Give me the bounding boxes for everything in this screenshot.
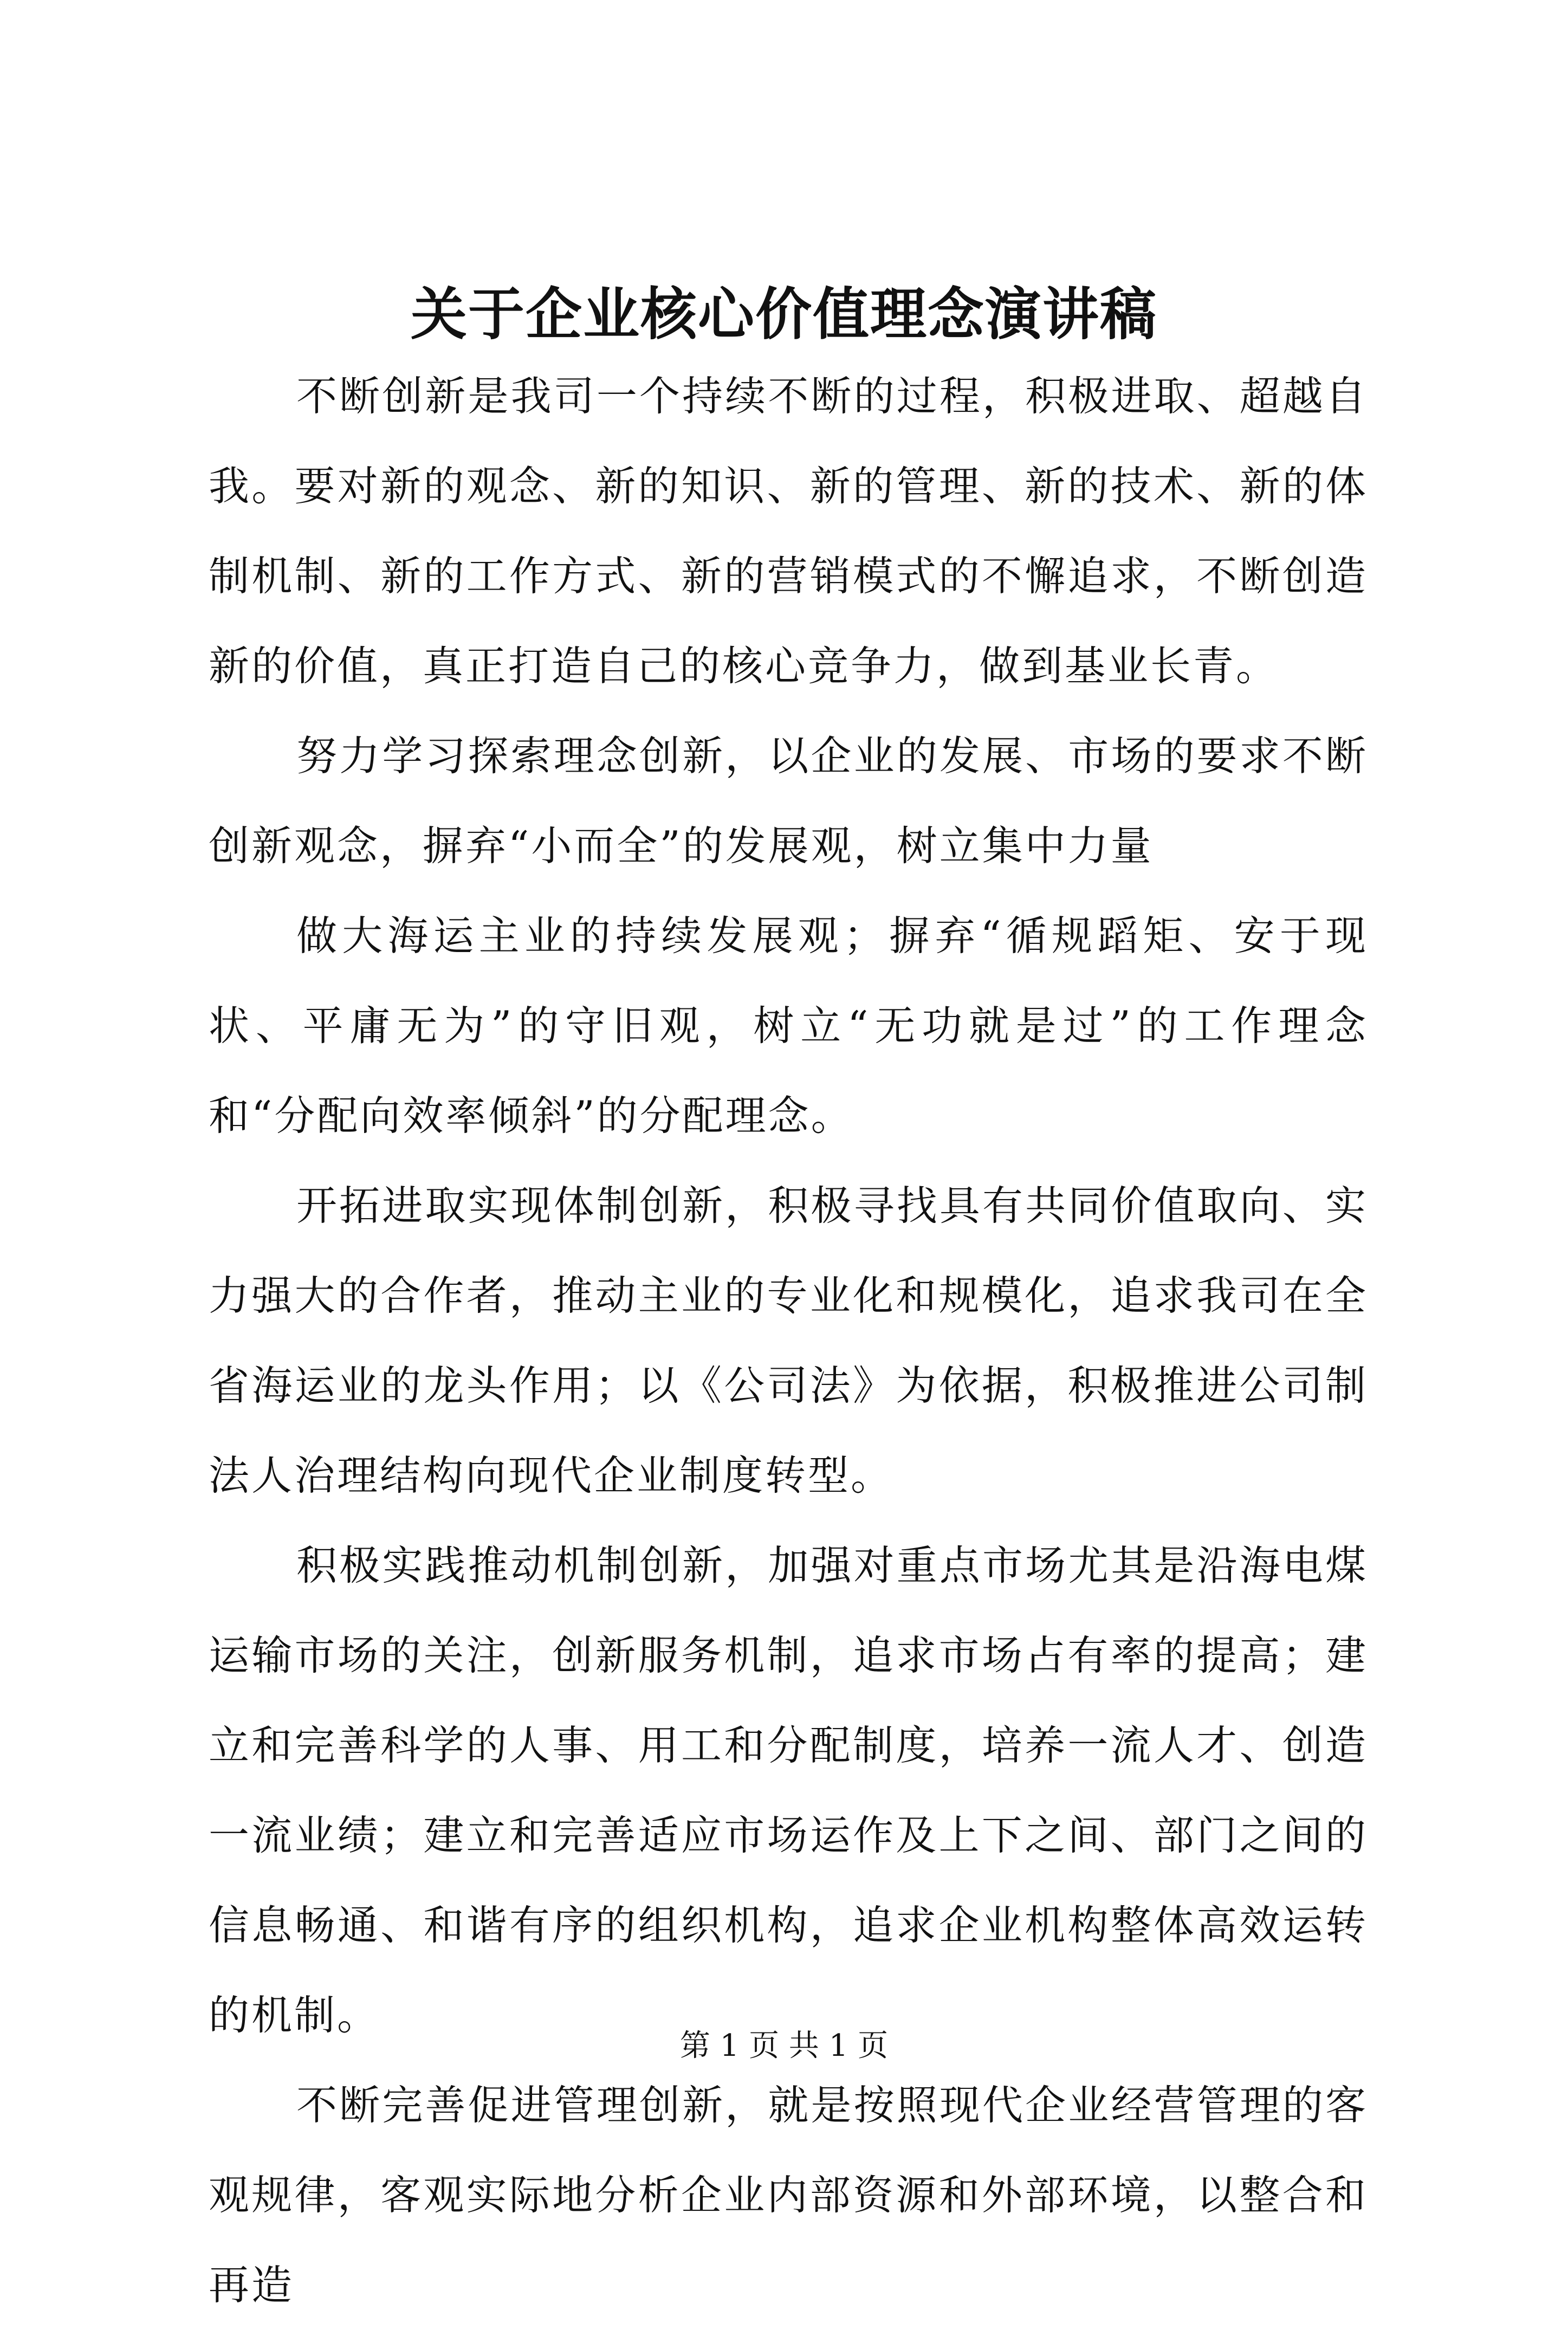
paragraph-5: 积极实践推动机制创新，加强对重点市场尤其是沿海电煤运输市场的关注，创新服务机制，追求市场占有率的提高；建立和完善科学的人事、用工和分配制度，培养一流人才、创造一流业绩；建立和完善适应市场运作及上下之间、部门之间的信息畅通、和谐有序的组织机构，追求企业机构整体高效运转的机制。 [209, 1542, 1368, 2039]
paragraph-6: 不断完善促进管理创新，就是按照现代企业经营管理的客观规律，客观实际地分析企业内部资源和外部环境，以整合和再造 [209, 2081, 1368, 2309]
page-number-footer: 第 1 页 共 1 页 [679, 2028, 889, 2063]
document-title: 关于企业核心价值理念演讲稿 [410, 281, 1157, 347]
paragraph-3: 做大海运主业的持续发展观；摒弃“循规蹈矩、安于现状、平庸无为”的守旧观，树立“无功就是过”的工作理念和“分配向效率倾斜”的分配理念。 [209, 912, 1368, 1140]
paragraph-2: 努力学习探索理念创新，以企业的发展、市场的要求不断创新观念，摒弃“小而全”的发展观，树立集中力量 [209, 732, 1368, 870]
paragraph-1: 不断创新是我司一个持续不断的过程，积极进取、超越自我。要对新的观念、新的知识、新的管理、新的技术、新的体制机制、新的工作方式、新的营销模式的不懈追求，不断创造新的价值，真正打造自己的核心竞争力，做到基业长青。 [209, 372, 1368, 690]
paragraph-4: 开拓进取实现体制创新，积极寻找具有共同价值取向、实力强大的合作者，推动主业的专业化和规模化，追求我司在全省海运业的龙头作用；以《公司法》为依据，积极推进公司制法人治理结构向现代企业制度转型。 [209, 1182, 1368, 1499]
